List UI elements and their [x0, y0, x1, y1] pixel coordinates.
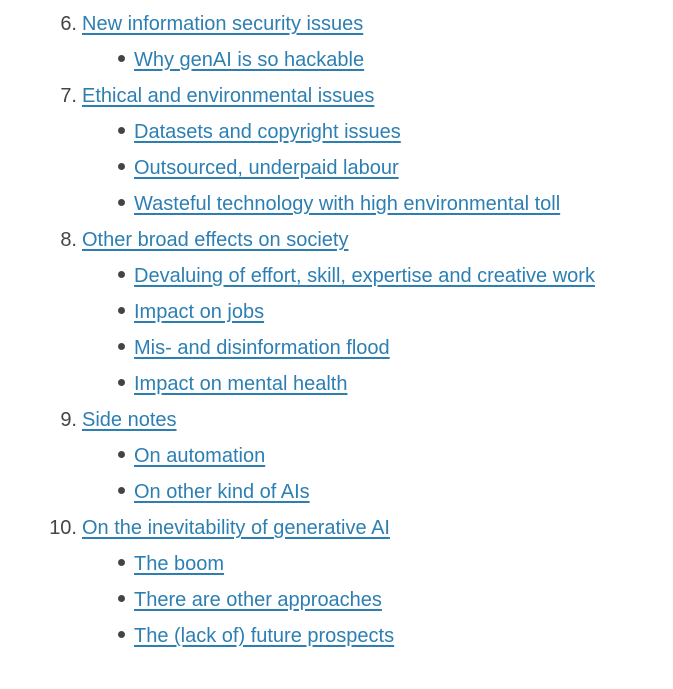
bullet-icon	[118, 559, 125, 566]
toc-subitem	[0, 42, 673, 78]
toc-sublink-why-genai-is-so-hackable[interactable]: Why genAI is so hackable	[134, 49, 365, 71]
toc-sublink-datasets-and-copyright-issues[interactable]: Datasets and copyright issues	[134, 121, 401, 143]
bullet-icon	[118, 451, 125, 458]
bullet-icon	[118, 595, 125, 602]
bullet-icon	[118, 271, 125, 278]
toc-subitem	[0, 618, 673, 654]
toc-subitem	[0, 366, 673, 402]
toc-link-other-broad-effects-on-society[interactable]: Other broad effects on society	[82, 229, 349, 251]
toc-sublink-impact-on-mental-health[interactable]: Impact on mental health	[134, 373, 348, 395]
list-number: 10.	[49, 517, 77, 539]
toc-sublink-devaluing-of-effort[interactable]: Devaluing of effort, skill, expertise and creative work	[134, 265, 595, 287]
bullet-icon	[118, 343, 125, 350]
toc-subitem	[0, 438, 673, 474]
toc-item	[0, 222, 673, 258]
toc-sublink-the-boom[interactable]: The boom	[134, 553, 225, 575]
bullet-icon	[118, 487, 125, 494]
toc-subitem	[0, 474, 673, 510]
toc-sublink-the-lack-of-future-prospects[interactable]: The (lack of) future prospects	[134, 625, 395, 647]
toc-link-on-the-inevitability-of-generative-ai[interactable]: On the inevitability of generative AI	[82, 517, 390, 539]
toc-sublink-wasteful-technology[interactable]: Wasteful technology with high environmental toll	[134, 193, 561, 215]
toc-subitem	[0, 582, 673, 618]
bullet-icon	[118, 127, 125, 134]
list-number: 9.	[60, 409, 77, 431]
bullet-icon	[118, 307, 125, 314]
toc-subitem	[0, 150, 673, 186]
toc-sublink-outsourced-underpaid-labour[interactable]: Outsourced, underpaid labour	[134, 157, 399, 179]
toc-subitem	[0, 330, 673, 366]
toc-subitem	[0, 546, 673, 582]
bullet-icon	[118, 379, 125, 386]
toc-link-new-information-security-issues[interactable]: New information security issues	[82, 13, 364, 35]
list-number: 6.	[60, 13, 77, 35]
toc-item	[0, 402, 673, 438]
toc-item	[0, 78, 673, 114]
bullet-icon	[118, 55, 125, 62]
toc-sublink-on-other-kind-of-ais[interactable]: On other kind of AIs	[134, 481, 310, 503]
toc-link-side-notes[interactable]: Side notes	[82, 409, 177, 431]
toc-subitem	[0, 294, 673, 330]
list-number: 8.	[60, 229, 77, 251]
toc-sublink-there-are-other-approaches[interactable]: There are other approaches	[134, 589, 382, 611]
list-number: 7.	[60, 85, 77, 107]
toc-sublink-on-automation[interactable]: On automation	[134, 445, 266, 467]
toc-subitem	[0, 114, 673, 150]
toc-item	[0, 6, 673, 42]
toc-subitem	[0, 186, 673, 222]
toc-link-ethical-and-environmental-issues[interactable]: Ethical and environmental issues	[82, 85, 375, 107]
toc-sublink-impact-on-jobs[interactable]: Impact on jobs	[134, 301, 265, 323]
toc-subitem	[0, 258, 673, 294]
toc-item	[0, 510, 673, 546]
bullet-icon	[118, 631, 125, 638]
bullet-icon	[118, 199, 125, 206]
bullet-icon	[118, 163, 125, 170]
toc-sublink-mis-and-disinformation-flood[interactable]: Mis- and disinformation flood	[134, 337, 390, 359]
